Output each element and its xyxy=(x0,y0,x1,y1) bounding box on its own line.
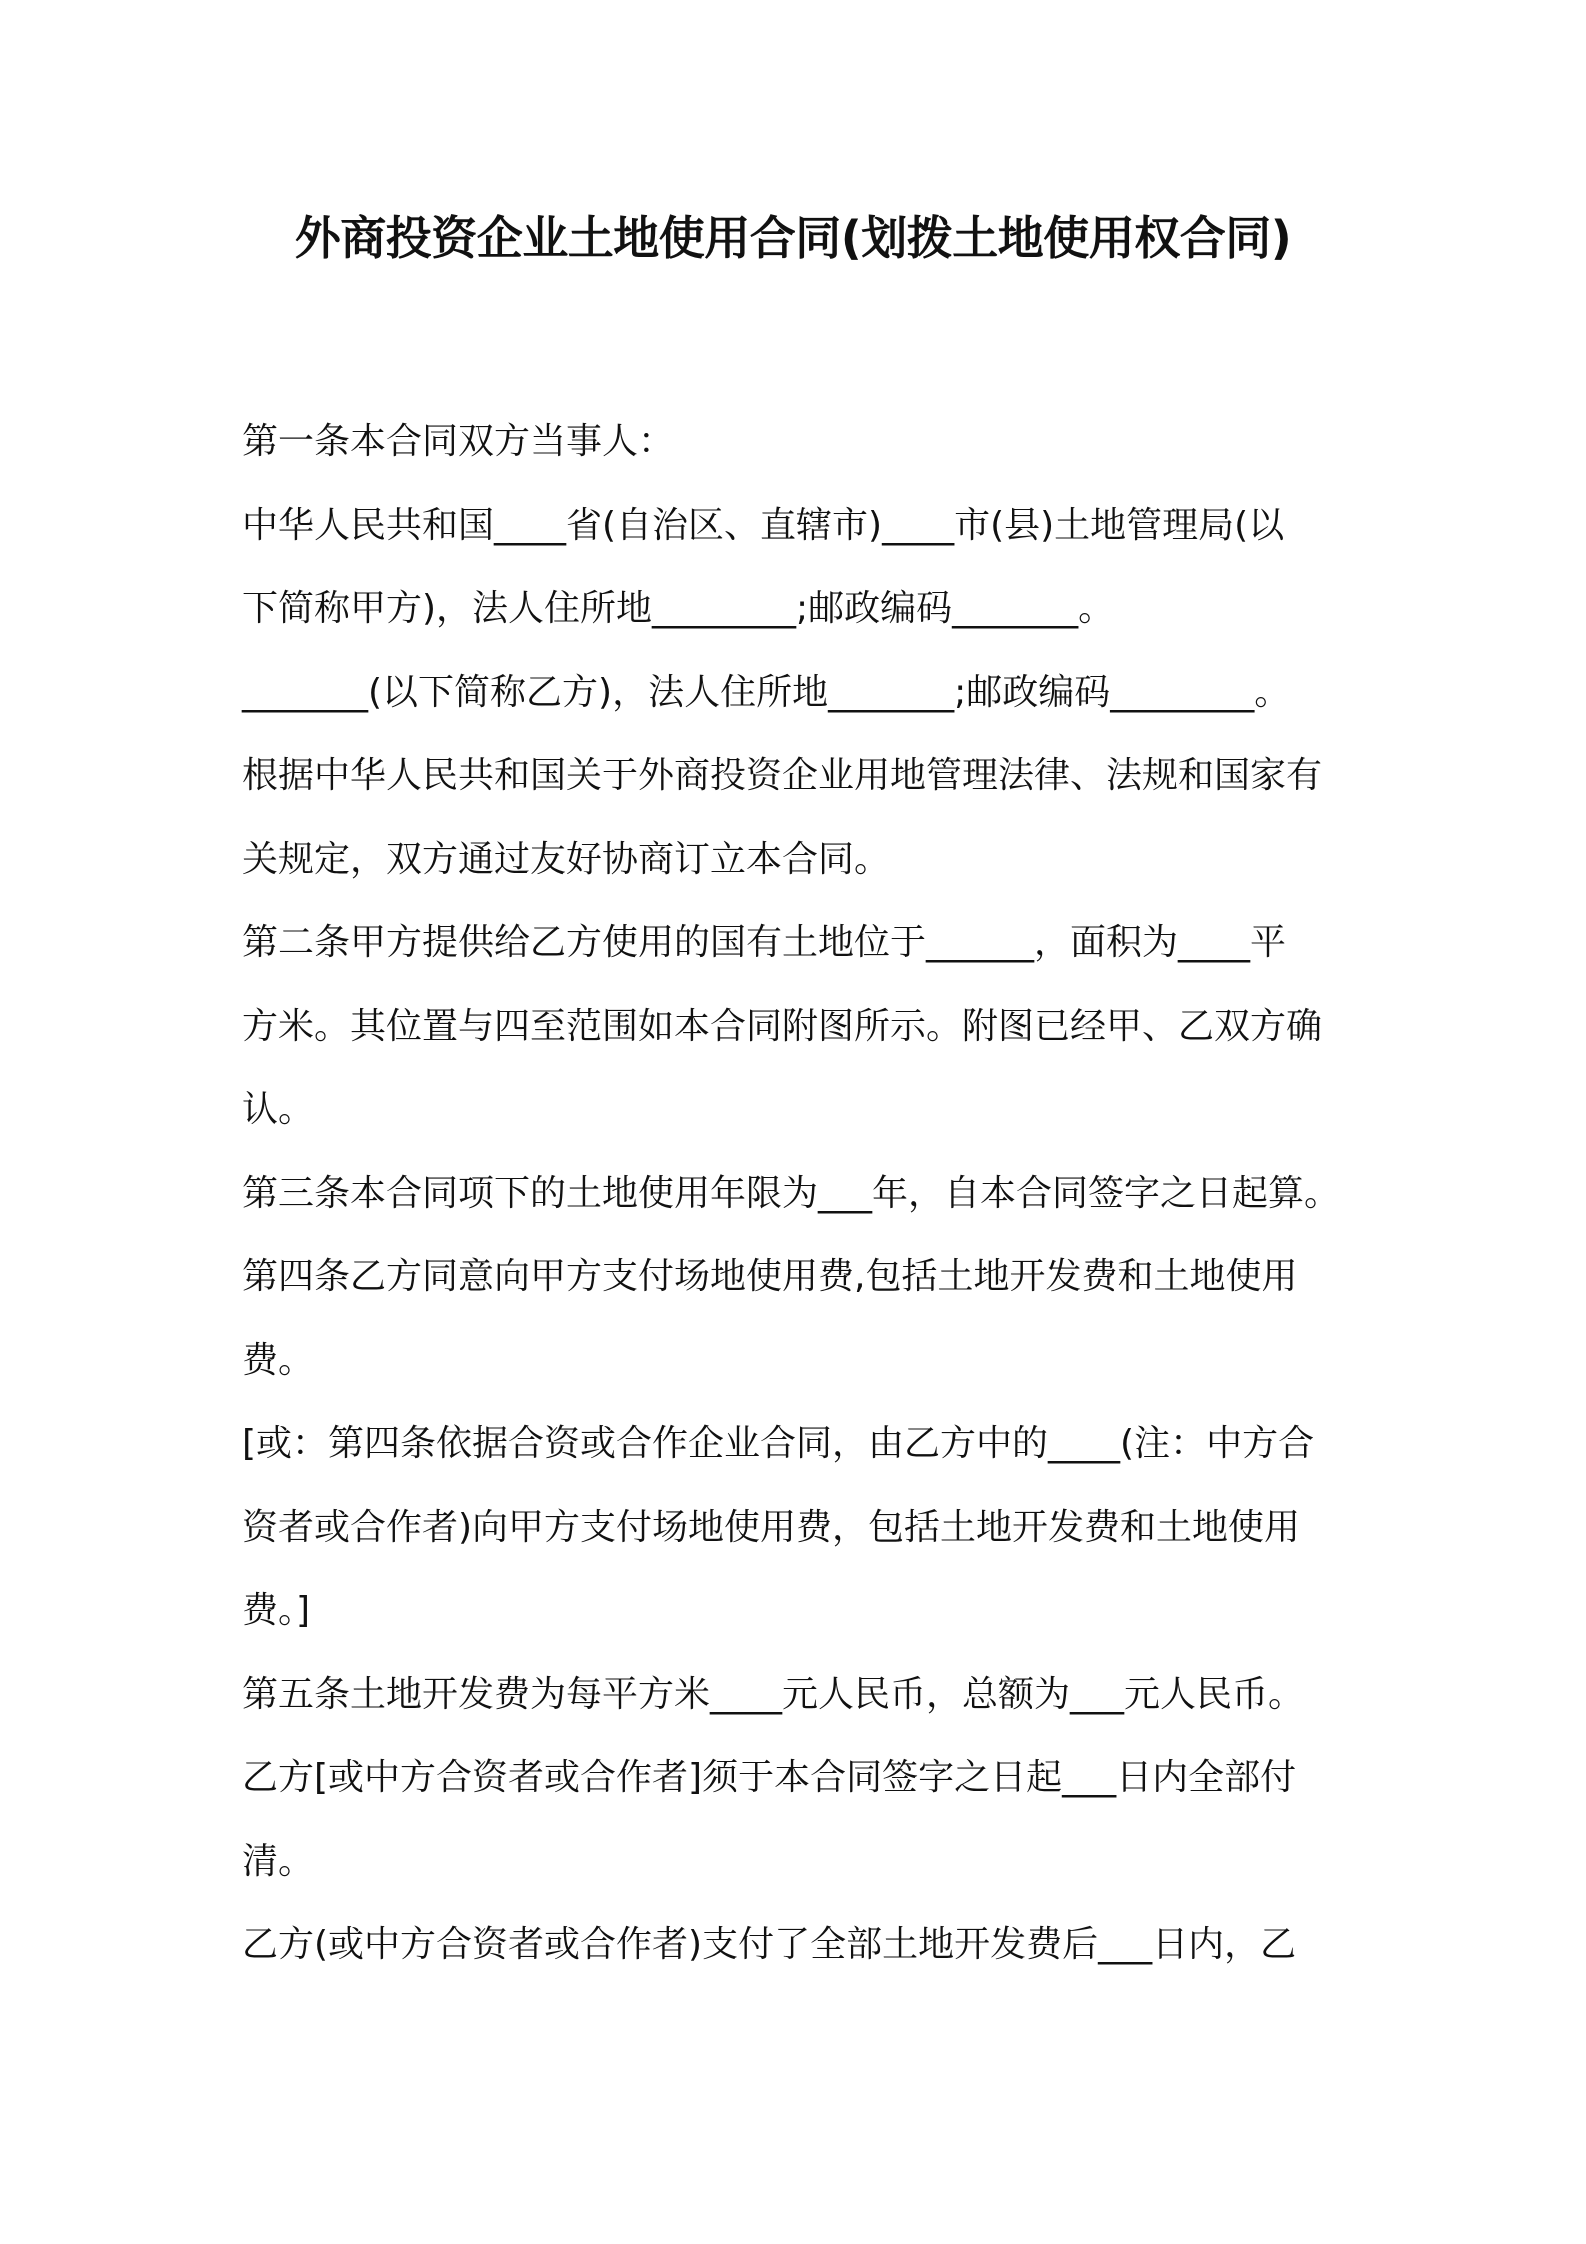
body-line: 清。 xyxy=(242,1840,315,1882)
body-line: 乙方(或中方合资者或合作者)支付了全部土地开发费后___日内，乙 xyxy=(242,1924,1297,1965)
body-line: [或：第四条依据合资或合作企业合同，由乙方中的____(注：中方合 xyxy=(242,1423,1315,1464)
body-line: 关规定，双方通过友好协商订立本合同。 xyxy=(242,838,891,880)
body-line: 第一条本合同双方当事人： xyxy=(242,421,675,462)
body-line: 第四条乙方同意向甲方支付场地使用费,包括土地开发费和土地使用 xyxy=(242,1256,1298,1297)
body-line: 乙方[或中方合资者或合作者]须于本合同签字之日起___日内全部付 xyxy=(242,1757,1297,1798)
body-line: 资者或合作者)向甲方支付场地使用费，包括土地开发费和土地使用 xyxy=(242,1506,1301,1548)
body-line: 认。 xyxy=(242,1089,315,1130)
body-line: 方米。其位置与四至范围如本合同附图所示。附图已经甲、乙双方确 xyxy=(242,1005,1323,1047)
body-line: 中华人民共和国____省(自治区、直辖市)____市(县)土地管理局(以 xyxy=(242,504,1285,546)
body-line: 费。 xyxy=(242,1339,315,1381)
body-line: 根据中华人民共和国关于外商投资企业用地管理法律、法规和国家有 xyxy=(242,755,1323,796)
body-line: 第三条本合同项下的土地使用年限为___年，自本合同签字之日起算。 xyxy=(242,1172,1341,1214)
body-line: 第五条土地开发费为每平方米____元人民币，总额为___元人民币。 xyxy=(242,1673,1305,1715)
body-line: _______(以下简称乙方)，法人住所地_______;邮政编码________。 xyxy=(242,671,1291,713)
body-line: 第二条甲方提供给乙方使用的国有土地位于______，面积为____平 xyxy=(242,922,1287,963)
body-line: 下简称甲方)，法人住所地________;邮政编码_______。 xyxy=(242,588,1115,629)
document-title: 外商投资企业土地使用合同(划拨土地使用权合同) xyxy=(294,211,1292,265)
body-line: 费。] xyxy=(242,1590,311,1631)
document-body xyxy=(242,412,1372,1999)
